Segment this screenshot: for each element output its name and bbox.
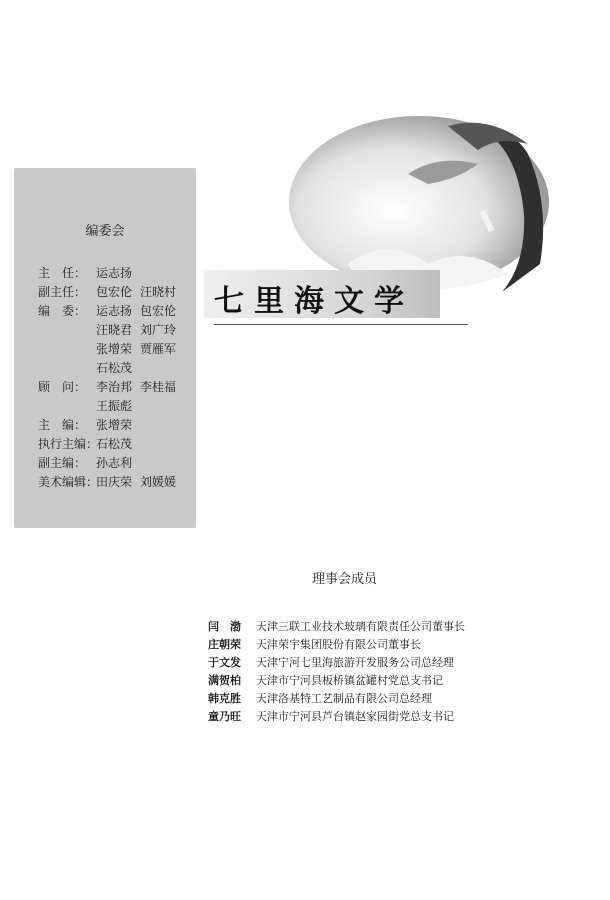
editorial-names	[96, 475, 184, 489]
editorial-person: 贾雁军	[140, 342, 177, 356]
editorial-person: 汪晓君	[96, 323, 133, 337]
editorial-person: 运志扬	[96, 304, 133, 318]
council-member-position: 天津洛基特工艺制品有限公司总经理	[256, 692, 432, 705]
editorial-role: 副主任：	[38, 285, 87, 299]
editorial-person: 刘媛媛	[140, 475, 177, 489]
council-member-row	[208, 708, 454, 724]
editorial-role: 编 委：	[38, 304, 87, 318]
editorial-person: 运志扬	[96, 266, 133, 280]
editorial-names	[96, 323, 184, 337]
editorial-row	[38, 265, 140, 282]
editorial-row	[38, 341, 184, 358]
council-member-position: 天津荣宇集团股份有限公司董事长	[256, 638, 421, 651]
editorial-role: 顾 问：	[38, 380, 87, 394]
council-member-position: 天津市宁河县板桥镇盆罐村党总支书记	[256, 674, 443, 687]
council-member-name: 于文发	[208, 656, 241, 669]
editorial-names	[96, 437, 140, 451]
title-divider	[214, 324, 468, 325]
editorial-person: 张增荣	[96, 342, 133, 356]
council-member-row	[208, 672, 443, 688]
editorial-person: 石松茂	[96, 437, 133, 451]
council-member-position: 天津市宁河县芦台镇赵家园街党总支书记	[256, 710, 454, 723]
editorial-role: 美术编辑：	[38, 475, 99, 489]
editorial-board-panel	[14, 168, 196, 528]
council-member-name: 满贺柏	[208, 674, 241, 687]
editorial-person: 石松茂	[96, 361, 133, 375]
council-member-position: 天津宁河七里海旅游开发服务公司总经理	[256, 656, 454, 669]
editorial-person: 汪晓村	[140, 285, 177, 299]
editorial-names	[96, 285, 184, 299]
editorial-names	[96, 304, 184, 318]
council-member-position: 天津三联工业技术玻璃有限责任公司董事长	[256, 620, 465, 633]
editorial-role: 执行主编：	[38, 437, 99, 451]
editorial-names	[96, 456, 140, 470]
editorial-board-heading: 编委会	[85, 224, 125, 239]
editorial-row	[38, 284, 184, 301]
editorial-role: 主 任：	[38, 266, 87, 280]
editorial-row	[38, 474, 184, 491]
editorial-row	[38, 379, 184, 396]
editorial-person: 包宏伦	[140, 304, 177, 318]
editorial-person: 王振彪	[96, 399, 133, 413]
council-member-row	[208, 690, 432, 706]
council-member-name: 韩克胜	[208, 692, 241, 705]
editorial-person: 孙志利	[96, 456, 133, 470]
editorial-person: 张增荣	[96, 418, 133, 432]
council-member-row	[208, 654, 454, 670]
editorial-row	[38, 360, 140, 377]
editorial-person: 李桂福	[140, 380, 177, 394]
council-member-row	[208, 618, 465, 634]
editorial-names	[96, 418, 140, 432]
editorial-person: 田庆荣	[96, 475, 133, 489]
editorial-role: 副主编：	[38, 456, 87, 470]
council-member-row	[208, 636, 421, 652]
editorial-names	[96, 266, 140, 280]
council-heading: 理事会成员	[312, 572, 378, 587]
editorial-person: 刘广玲	[140, 323, 177, 337]
publication-title: 七里海文学	[214, 284, 414, 319]
editorial-row	[38, 417, 140, 434]
editorial-row	[38, 303, 184, 320]
editorial-row	[38, 436, 140, 453]
editorial-names	[96, 361, 140, 375]
editorial-row	[38, 455, 140, 472]
council-member-name: 童乃旺	[208, 710, 241, 723]
editorial-row	[38, 322, 184, 339]
council-member-name: 闫 渤	[208, 620, 241, 633]
editorial-person: 李治邦	[96, 380, 133, 394]
council-member-name: 庄朝荣	[208, 638, 241, 651]
editorial-names	[96, 380, 184, 394]
editorial-row	[38, 398, 140, 415]
editorial-names	[96, 399, 140, 413]
editorial-role: 主 编：	[38, 418, 87, 432]
editorial-names	[96, 342, 184, 356]
editorial-person: 包宏伦	[96, 285, 133, 299]
